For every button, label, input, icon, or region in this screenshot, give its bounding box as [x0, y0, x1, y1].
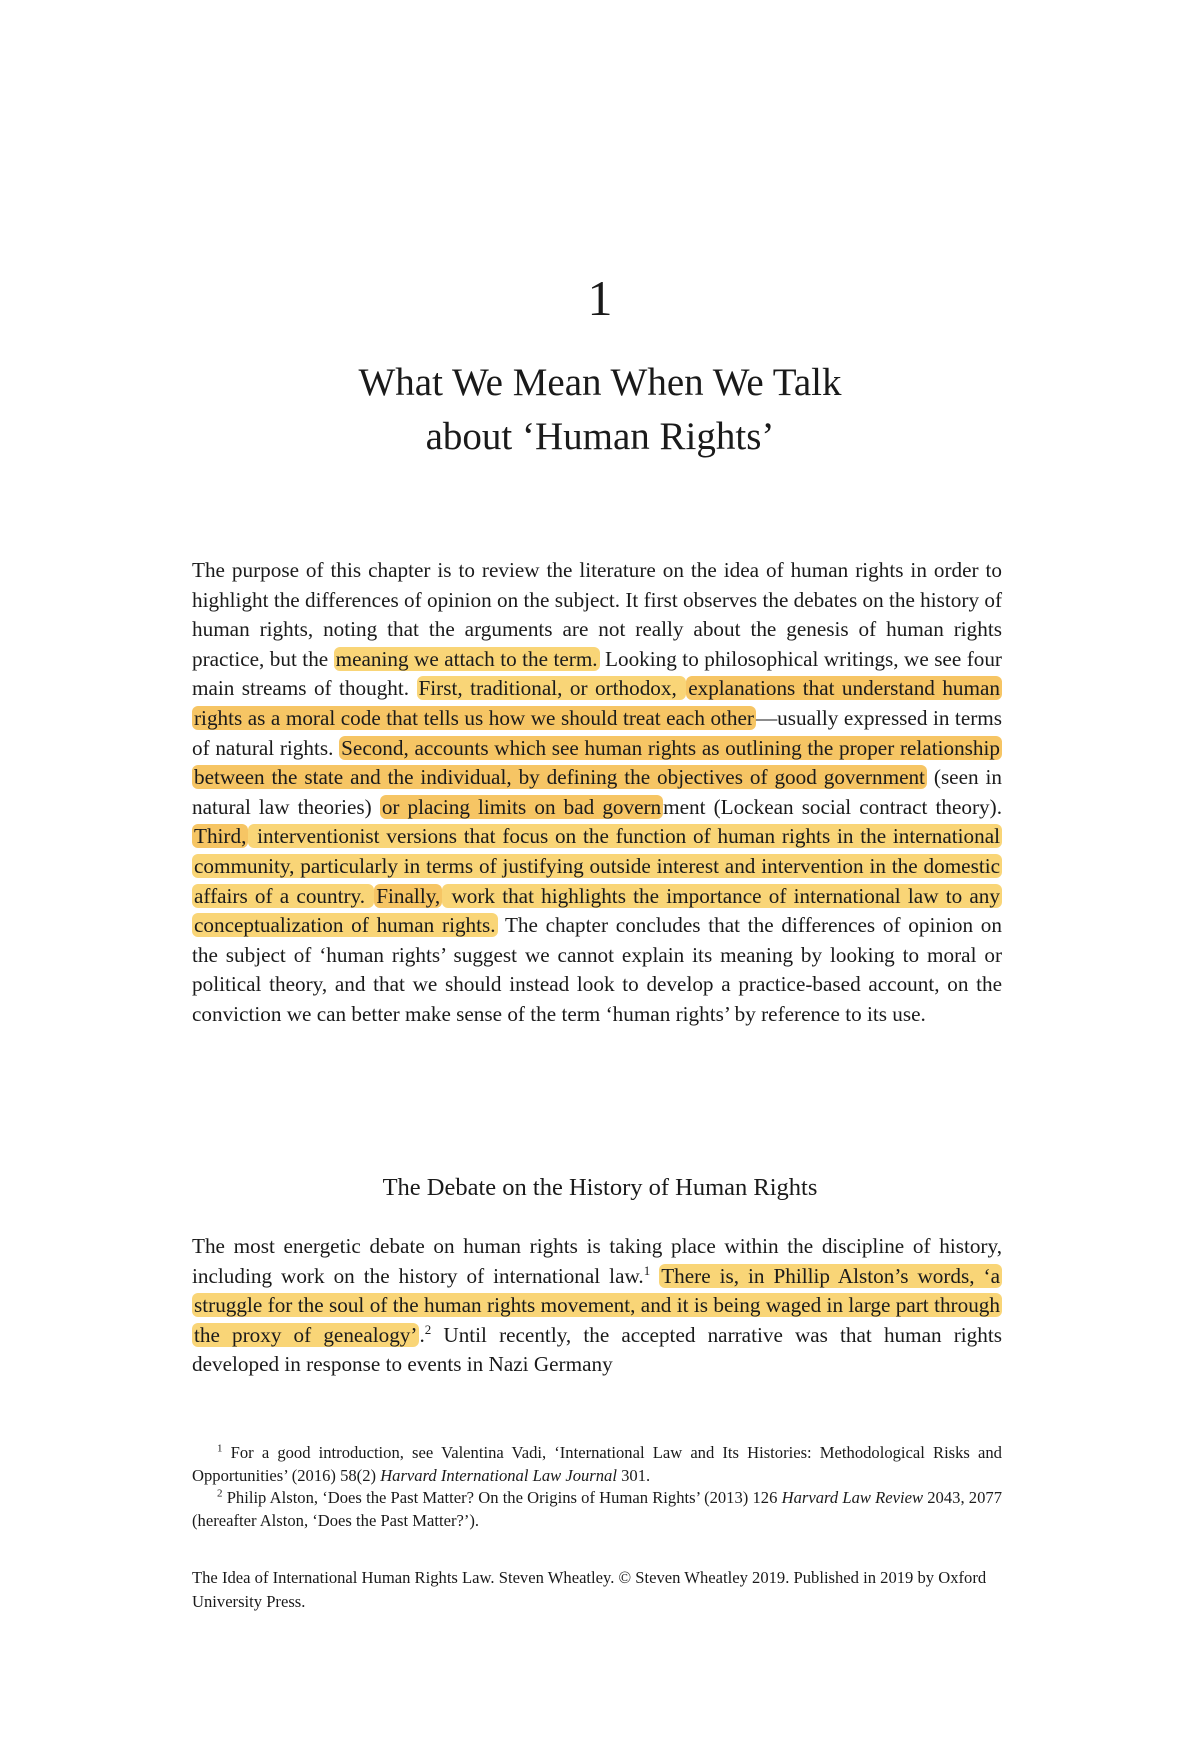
paragraph-text: Until recently, the accepted narrative was that human rights developed in response to events in Nazi Germany	[192, 1322, 1002, 1377]
highlight[interactable]: There is, in Phillip Alston’s words, ‘a struggle for the soul of the human rights movement, and it is being waged in large part through the proxy of genealogy’	[194, 1263, 1001, 1347]
paragraph-text: .	[419, 1322, 425, 1347]
footnote-ref-2[interactable]: 2	[424, 1321, 432, 1337]
chapter-abstract	[192, 556, 1002, 1030]
abstract-text: —usually expressed in terms of natural rights.	[192, 705, 1003, 760]
highlight[interactable]: explanations that understand human rights as a moral code that tells us how we should treat each other	[194, 676, 1000, 730]
chapter-title	[0, 356, 1200, 464]
footnote-text: 2043, 2077 (hereafter Alston, ‘Does the Past Matter?’).	[192, 1488, 1002, 1530]
footnotes	[192, 1442, 1002, 1532]
paragraph-text: The most energetic debate on human rights is taking place within the discipline of history, including work on the history of international law.	[192, 1234, 1002, 1288]
footnote-text: For a good introduction, see Valentina Vadi, ‘International Law and Its Histories: Methodological Risks and Opportunities’ (2016) 58(2)	[192, 1443, 1002, 1485]
footnote-2	[192, 1487, 1002, 1532]
chapter-title-line-2: about ‘Human Rights’	[425, 415, 775, 458]
chapter-title-line-1: What We Mean When We Talk	[358, 361, 842, 404]
highlight[interactable]: First, traditional, or orthodox,	[418, 676, 685, 701]
highlight[interactable]: Third,	[194, 824, 247, 849]
footnote-journal: Harvard Law Review	[781, 1488, 924, 1507]
chapter-number: 1	[587, 270, 613, 326]
highlight[interactable]: interventionist versions that focus on the function of human rights in the international community, particularly in terms of justifying outside interest and intervention in the domestic affairs of a country.	[194, 824, 1000, 908]
highlight[interactable]: or placing limits on bad govern	[381, 794, 662, 819]
abstract-text: (seen in natural law theories)	[192, 765, 1002, 819]
copyright-notice: The Idea of International Human Rights Law. Steven Wheatley. © Steven Wheatley 2019. Published in 2019 by Oxford University Press.	[192, 1568, 987, 1611]
footnote-text: Philip Alston, ‘Does the Past Matter? On the Origins of Human Rights’ (2013) 126	[226, 1488, 782, 1507]
footnote-text: 301.	[616, 1465, 651, 1485]
footnote-1	[192, 1442, 1002, 1487]
highlight[interactable]: work that highlights the importance of international law to any conceptualization of human rights.	[194, 883, 1000, 938]
abstract-text: ment (Lockean social contract theory).	[663, 794, 1002, 819]
highlight[interactable]: meaning we attach to the term.	[335, 646, 598, 671]
footnote-marker: 1	[217, 1442, 223, 1455]
footnote-marker: 2	[217, 1487, 223, 1500]
section-paragraph	[192, 1232, 1002, 1380]
abstract-text: Looking to philosophical writings, we see four main streams of thought.	[192, 646, 1002, 701]
abstract-text: The purpose of this chapter is to review the literature on the idea of human rights in order to highlight the differences of opinion on the subject. It first observes the debates on the history of human rights, noting that the arguments are not really about the genesis of human rights practice, but the	[192, 558, 1002, 671]
highlight[interactable]: Finally,	[376, 883, 441, 908]
section-heading: The Debate on the History of Human Rights	[382, 1174, 818, 1201]
footnote-journal: Harvard International Law Journal	[380, 1465, 617, 1485]
footnote-ref-1[interactable]: 1	[643, 1262, 651, 1278]
abstract-text: The chapter concludes that the differences of opinion on the subject of ‘human rights’ suggest we cannot explain its meaning by looking to moral or political theory, and that we should instead look to develop a practice-based account, on the conviction we can better make sense of the term ‘human rights’ by reference to its use.	[192, 913, 1002, 1026]
highlight[interactable]: Second, accounts which see human rights as outlining the proper relationship between the state and the individual, by defining the objectives of good government	[194, 735, 1000, 790]
